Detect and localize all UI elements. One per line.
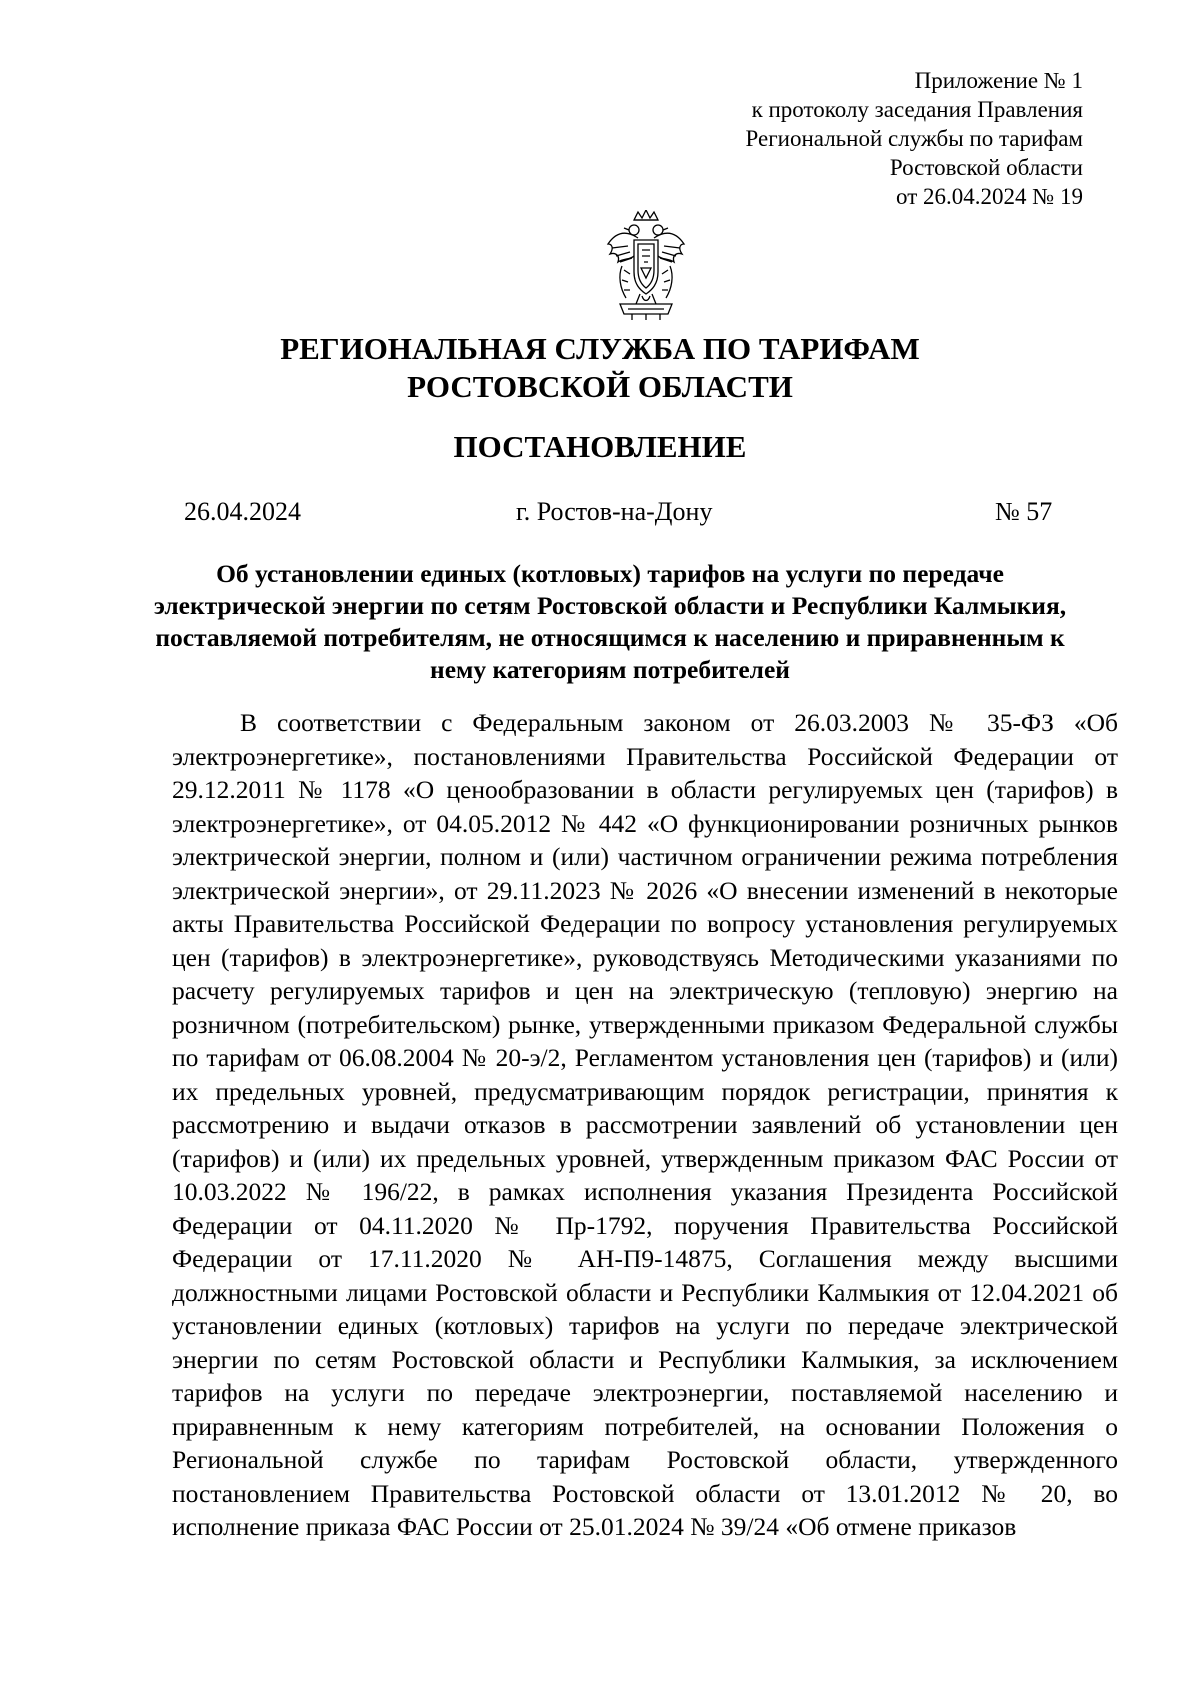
document-date: 26.04.2024: [184, 497, 301, 526]
organization-line-1: РЕГИОНАЛЬНАЯ СЛУЖБА ПО ТАРИФАМ: [280, 331, 920, 366]
appendix-line-5: от 26.04.2024 № 19: [896, 184, 1083, 209]
organization-line-2: РОСТОВСКОЙ ОБЛАСТИ: [407, 369, 793, 404]
appendix-line-2: к протоколу заседания Правления: [751, 97, 1083, 122]
coat-of-arms-icon: [598, 210, 694, 322]
appendix-line-1: Приложение № 1: [914, 68, 1083, 93]
document-subject: Об установлении единых (котловых) тарифов на услуги по передаче электрической энергии по сетям Ростовской области и Республики Калмыкия, поставляемой потребителям, не относящимся к населению и приравненным к нему категориям потребителей: [153, 559, 1067, 684]
body-paragraph: В соответствии с Федеральным законом от 26.03.2003 № 35-ФЗ «Об электроэнергетике», постановлениями Правительства Российской Федерации от 29.12.2011 № 1178 «О ценообразовании в области регулируемых цен (тарифов) в электроэнергетике», от 04.05.2012 № 442 «О функционировании розничных рынков электрической энергии, полном и (или) частичном ограничении режима потребления электрической энергии», от 29.11.2023 № 2026 «О внесении изменений в некоторые акты Правительства Российской Федерации по вопросу установления регулируемых цен (тарифов) в электроэнергетике», руководствуясь Методическими указаниями по расчету регулируемых тарифов и цен на электрическую (тепловую) энергию на розничном (потребительском) рынке, утвержденными приказом Федеральной службы по тарифам от 06.08.2004 № 20-э/2, Регламентом установления цен (тарифов) и (или) их предельных уровней, предусматривающим порядок регистрации, принятия к рассмотрению и выдачи отказов в рассмотрении заявлений об установлении цен (тарифов) и (или) их предельных уровней, утвержденным приказом ФАС России от 10.03.2022 № 196/22, в рамках исполнения указания Президента Российской Федерации от 04.11.2020 № Пр-1792, поручения Правительства Российской Федерации от 17.11.2020 № АН-П9-14875, Соглашения между высшими должностными лицами Ростовской области и Республики Калмыкия от 12.04.2021 об установлении единых (котловых) тарифов на услуги по передаче электрической энергии по сетям Ростовской области и Республики Калмыкия, за исключением тарифов на услуги по передаче электроэнергии, поставляемой населению и приравненным к нему категориям потребителей, на основании Положения о Региональной службе по тарифам Ростовской области, утвержденного постановлением Правительства Ростовской области от 13.01.2012 № 20, во исполнение приказа ФАС России от 25.01.2024 № 39/24 «Об отмене приказов: [172, 708, 1118, 1541]
document-type: ПОСТАНОВЛЕНИЕ: [453, 429, 747, 464]
appendix-line-3: Региональной службы по тарифам: [745, 126, 1083, 151]
organization-title: [0, 330, 1200, 406]
document-city: г. Ростов-на-Дону: [516, 497, 713, 526]
appendix-block: [746, 66, 1083, 211]
document-number: № 57: [995, 497, 1053, 526]
appendix-line-4: Ростовской области: [889, 155, 1083, 180]
